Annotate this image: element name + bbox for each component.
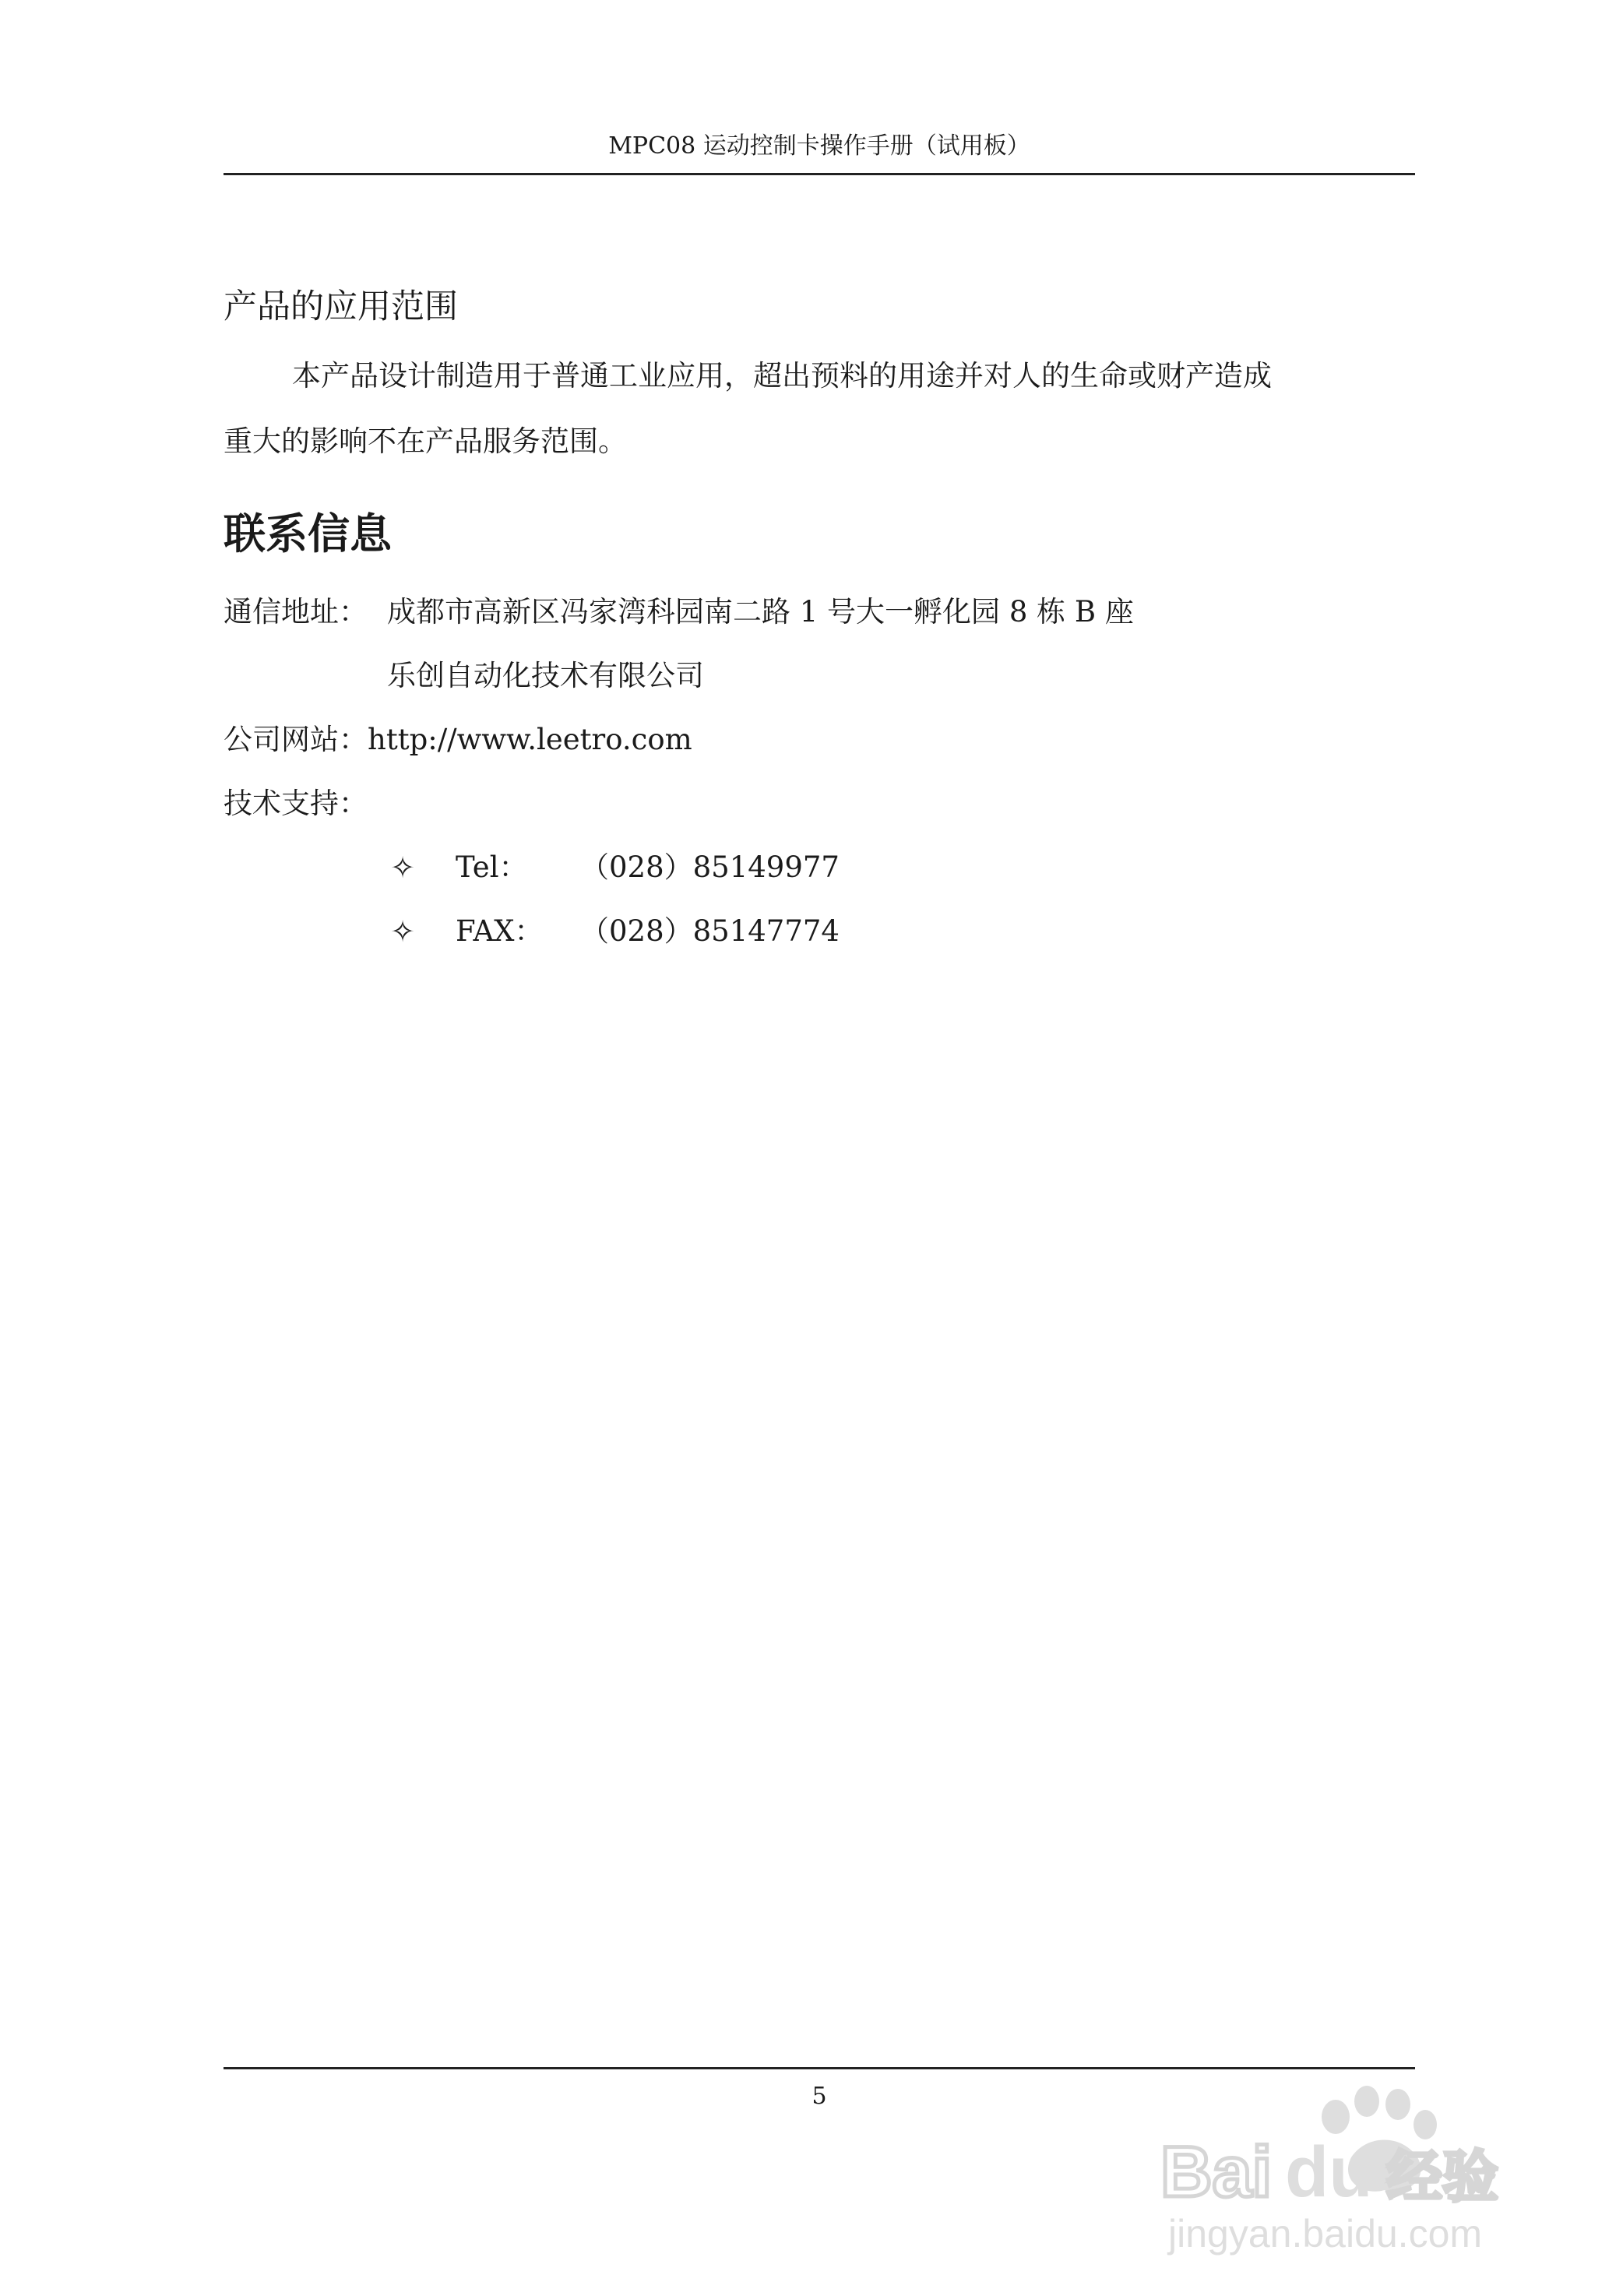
website-line: 公司网站：http://www.leetro.com: [224, 723, 692, 756]
page-number: 5: [812, 2083, 827, 2110]
svg-text:经验: 经验: [1386, 2144, 1499, 2210]
address-value: 成都市高新区冯家湾科园南二路 1 号大一孵化园 8 栋 B 座: [387, 595, 1134, 629]
baidu-watermark-logo: [1153, 2064, 1558, 2259]
four-point-star-icon: ✧: [390, 850, 415, 885]
support-label: 技术支持：: [224, 787, 368, 820]
support-item-value: （028）85149977: [580, 850, 840, 884]
header-divider: [224, 173, 1415, 175]
support-item-label: Tel：: [456, 850, 528, 884]
svg-text:du: du: [1285, 2132, 1373, 2212]
svg-text:Bai: Bai: [1160, 2132, 1273, 2212]
support-item-label: FAX：: [456, 914, 544, 948]
scope-paragraph-line-1: 本产品设计制造用于普通工业应用，超出预料的用途并对人的生命或财产造成: [292, 359, 1272, 393]
section-heading-contact: 联系信息: [224, 509, 392, 558]
address-label: 通信地址：: [224, 595, 368, 629]
section-heading-scope: 产品的应用范围: [224, 287, 458, 326]
four-point-star-icon: ✧: [390, 914, 415, 949]
company-name: 乐创自动化技术有限公司: [387, 659, 704, 692]
page-header-title: MPC08 运动控制卡操作手册（试用板）: [608, 132, 1030, 160]
support-item-value: （028）85147774: [580, 914, 840, 948]
scope-paragraph-line-2: 重大的影响不在产品服务范围。: [224, 424, 627, 458]
svg-text:jingyan.baidu.com: jingyan.baidu.com: [1168, 2212, 1483, 2256]
